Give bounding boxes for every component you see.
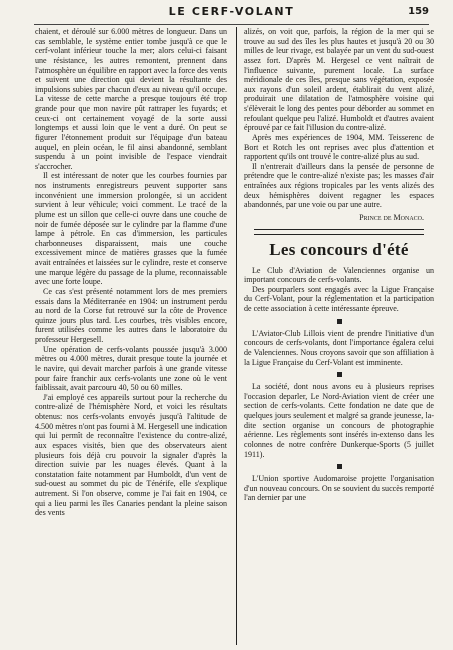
paragraph: Des pourparlers sont engagés avec la Ligue Française du Cerf-Volant, pour la réglementation et la participation de cette association à cette intéressante épreuve.	[244, 284, 434, 313]
author-signature: Prince de Monaco.	[359, 212, 424, 222]
page-header	[34, 2, 429, 25]
paragraph: alizés, on voit que, parfois, la région de la mer qui se trouve au sud des îles les plus hautes et jusqu'à 20 ou 30 milles de leur rivage, est balayée par un vent du sud-ouest assez fort. D'après M. Hergesel ce vent naîtrait de l'influence suivante, purement locale. La surface méridionale de ces îles, presque sans végétation, exposée aux rayons d'un soleil ardent, établirait du vent alizé, produirait une dilatation de l'atmosphère voisine qui s'élèverait le long des pentes pour déborder au sommet en refoulant quelque peu l'alizé. Humboldt et d'autres avaient éprouvé par ce fait l'illusion du contre-alizé.	[244, 27, 434, 133]
paragraph: Le Club d'Aviation de Valenciennes organise un important concours de cerfs-volants.	[244, 265, 434, 285]
paragraph: Il est intéressant de noter que les courbes fournies par nos instruments enregistreurs peuvent supporter sans inconvénient une immersion prolongée, si un accident survient à leur véhicule; voici comment. Le tracé de la plume est un sillon que celle-ci ouvre dans une couche de noir de fumée déposée sur le cylindre par la flamme d'une lampe à pétrole. En cas d'immersion, les particules charbonneuses disparaissent, mais une couche excessivement mince de matières grasses que la fumée avait entraînées et laissées sur le cylindre, reste et conserve une marque légère du passage de la plume, reconnaissable avec une forte loupe.	[35, 171, 227, 287]
section-rule	[254, 229, 424, 235]
paragraph: L'Aviator-Club Lillois vient de prendre l'initiative d'un concours de cerfs-volants, dont l'importance égalera celui de Valenciennes. Nous croyons savoir que son affiliation à la Ligue Française du Cerf-Volant est imminente.	[244, 328, 434, 367]
paragraph: Une opération de cerfs-volants poussée jusqu'à 3.000 mètres ou 4.000 mètres, durait presque toute la journée et le navire, qui devait marcher parfois à une grande vitesse pour faire franchir aux cerfs-volants une zone où le vent faiblissait, avait parcouru 40, 50 ou 60 milles.	[35, 344, 227, 393]
separator-square	[337, 464, 342, 469]
paragraph: Il n'entrerait d'ailleurs dans la pensée de personne de prétendre que le contre-alizé n'existe pas; les masses d'air entraînées aux régions tropicales par les vents alizés des deux hémisphères doivent regagner les espaces abandonnés, par une voie ou par une autre.	[244, 161, 434, 210]
column-divider	[236, 27, 237, 645]
journal-title: LE CERF-VOLANT	[168, 5, 295, 18]
paragraph: L'Union sportive Audomaroise projette l'organisation d'un nouveau concours. On se souvient du succès remporté l'an dernier par une	[244, 474, 434, 503]
section-title: Les concours d'été	[269, 239, 409, 259]
paragraph: La société, dont nous avons eu à plusieurs reprises l'occasion deparler, Le Nord-Aviation vient de créer une section de cerfs-volants. Cette fondation ne date que de quelques jours seulement et malgré sa grande jeunesse, la-dite section organise un concours de photographie aérienne. Les règlements sont insérés in-extenso dans les colonnes de notre confrère Dunkerque-Sports (5 juillet 1911).	[244, 382, 434, 459]
paragraph: J'ai employé ces appareils surtout pour la recherche du contre-alizé de l'hémisphère Nord, et voici les résultats obtenus: nos cerfs-volants envoyés jusqu'à l'altitude de 4.500 mètres n'ont pas fourni à M. Hergesell une indication qui lui permît de reconnaître l'existence du contre-alizé, aux espaces visités, bien que des observateurs aient plusieurs fois déjà cru pouvoir la signaler d'après la direction suivie par les nuages élevés. Quant à la constatation faite notamment par Humboldt, d'un vent de sud-ouest au sommet du pic de Ténérife, elle s'explique autrement. Si l'on observe, comme je l'ai fait en 1904, ce qui a lieu parmi les îles Canaries pendant la pleine saison des vents	[35, 392, 227, 518]
separator-square	[337, 372, 342, 377]
right-column	[244, 27, 434, 645]
paragraph: Après mes expériences de 1904, MM. Teisserenc de Bort et Rotch les ont reprises avec plus d'attention et rapportent qu'ils ont trouvé le contre-alizé plus au sud.	[244, 132, 434, 162]
separator-square	[337, 319, 342, 324]
paragraph: Ce cas s'est présenté notamment lors de mes premiers essais dans la Méditerranée en 1904: un instrument perdu au nord de la Corse fut retrouvé sur la côte de Provence quinze jours plus tard. Les courbes, très visibles encore, furent utilisées comme les autres dans le laboratoire du professeur Hergesell.	[35, 286, 227, 344]
paragraph: chaient, et déroulé sur 6.000 mètres de longueur. Dans un cas semblable, le système entier tombe jusqu'à ce que le cerf-volant inférieur touche la mer; alors celui-ci faisant une résistance, les autres remontent, prennent dans l'atmosphère un équilibre en rapport avec la force des vents et suivent une direction qui devient la résultante des impulsions subies par chacun d'eux au niveau qu'il occupe. La vitesse de cette marche a presque toujours été trop grande pour que mon navire pût rattraper les fuyards; et ceux-ci ont certainement voyagé de la sorte aussi longtemps et aussi loin que le vent a duré. On peut se figurer l'étonnement produit sur l'équipage d'un bateau auquel, en plein océan, le fil ainsi abandonné, semblant suspendu à un point invisible de l'espace viendrait s'accrocher.	[35, 27, 227, 171]
page-number: 159	[408, 6, 429, 17]
left-column	[35, 27, 227, 645]
